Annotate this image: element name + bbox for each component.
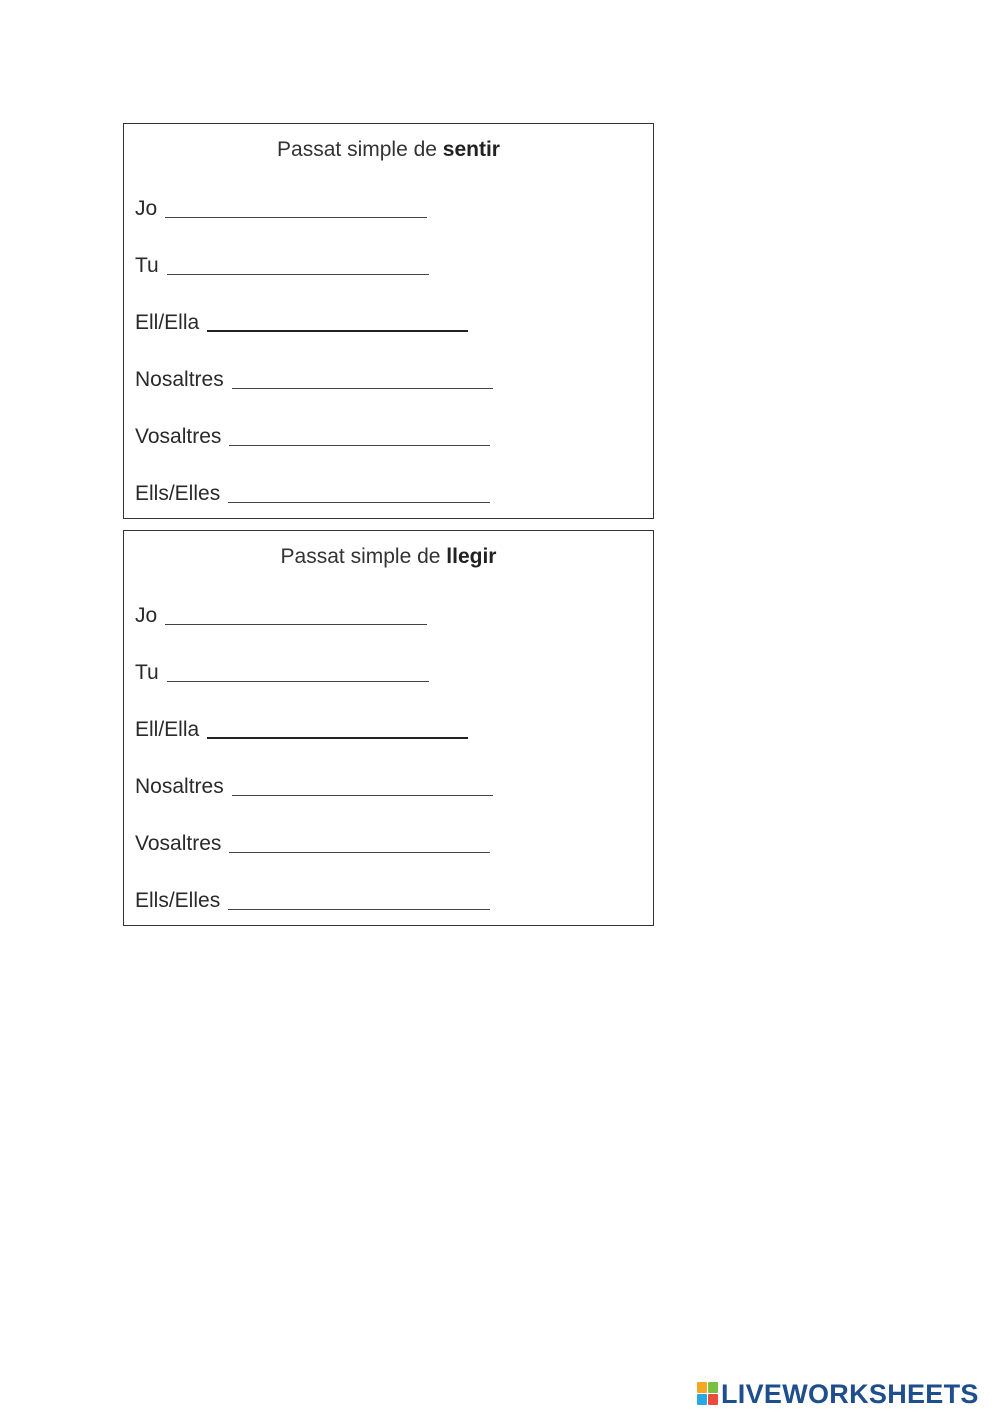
conjugation-row-ells-elles	[135, 476, 490, 506]
conjugation-row-nosaltres	[135, 769, 493, 799]
answer-blank[interactable]	[232, 388, 493, 389]
conjugation-row-vosaltres	[135, 826, 490, 856]
answer-blank[interactable]	[229, 445, 490, 446]
logo-text: LIVEWORKSHEETS	[721, 1378, 979, 1409]
answer-blank[interactable]	[229, 852, 490, 853]
conjugation-card-sentir	[123, 123, 654, 519]
answer-blank[interactable]	[232, 795, 493, 796]
liveworksheets-logo	[697, 1379, 979, 1409]
pronoun-label: Vosaltres	[135, 832, 222, 855]
conjugation-row-tu	[135, 655, 429, 685]
liveworksheets-logo-icon	[697, 1382, 719, 1406]
pronoun-label: Ells/Elles	[135, 889, 221, 912]
pronoun-label: Ells/Elles	[135, 482, 221, 505]
conjugation-row-nosaltres	[135, 362, 493, 392]
card-title-verb: sentir	[442, 138, 500, 161]
conjugation-row-ells-elles	[135, 883, 490, 913]
pronoun-label: Jo	[135, 604, 158, 627]
pronoun-label: Nosaltres	[135, 368, 224, 391]
answer-blank[interactable]	[165, 217, 427, 218]
answer-blank[interactable]	[167, 681, 429, 682]
card-title	[124, 545, 653, 569]
pronoun-label: Nosaltres	[135, 775, 224, 798]
pronoun-label: Vosaltres	[135, 425, 222, 448]
pronoun-label: Tu	[135, 254, 159, 277]
card-title-verb: llegir	[446, 545, 497, 568]
conjugation-row-jo	[135, 191, 427, 221]
conjugation-row-vosaltres	[135, 419, 490, 449]
answer-blank[interactable]	[228, 909, 490, 910]
conjugation-card-llegir	[123, 530, 654, 926]
conjugation-row-ell-ella	[135, 712, 468, 742]
conjugation-row-tu	[135, 248, 429, 278]
answer-blank[interactable]	[228, 502, 490, 503]
card-title-prefix: Passat simple de	[280, 545, 447, 568]
answer-blank[interactable]	[207, 330, 468, 332]
conjugation-row-jo	[135, 598, 427, 628]
pronoun-label: Ell/Ella	[135, 718, 200, 741]
pronoun-label: Ell/Ella	[135, 311, 200, 334]
answer-blank[interactable]	[207, 737, 468, 739]
card-title-prefix: Passat simple de	[277, 138, 443, 161]
card-title	[124, 138, 653, 162]
conjugation-row-ell-ella	[135, 305, 468, 335]
pronoun-label: Jo	[135, 197, 158, 220]
pronoun-label: Tu	[135, 661, 159, 684]
answer-blank[interactable]	[167, 274, 429, 275]
answer-blank[interactable]	[165, 624, 427, 625]
